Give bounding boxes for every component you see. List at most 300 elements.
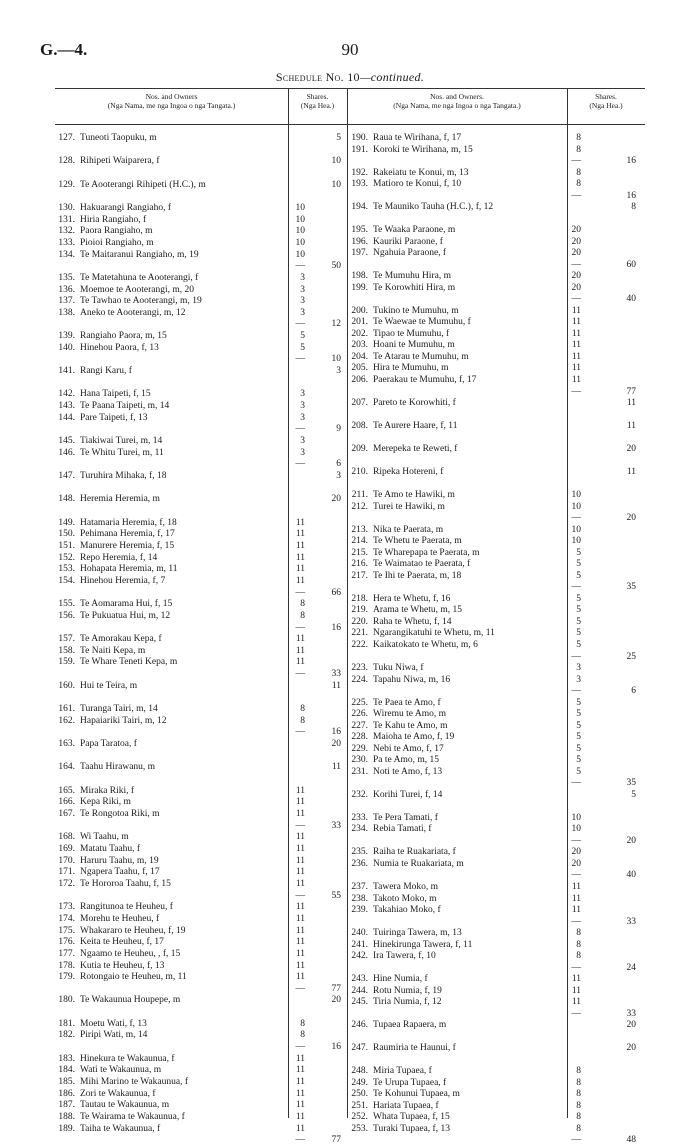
- share-subtotal: 11: [295, 1100, 305, 1111]
- entry-number: 181.: [58, 1018, 75, 1029]
- share-subtotal: 5: [576, 628, 581, 639]
- entry-number: 131.: [58, 214, 75, 225]
- list-item: [340, 340, 581, 351]
- share-subtotal: 11: [295, 529, 305, 540]
- share-total: 10: [331, 354, 341, 365]
- list-item: [340, 1066, 581, 1077]
- owner-name: Kepa Riki, m: [80, 797, 131, 808]
- share-total: 16: [626, 190, 636, 201]
- share-subtotal: 11: [295, 657, 305, 668]
- share-subtotal: 11: [571, 328, 581, 339]
- entry-number: 194.: [351, 202, 368, 213]
- list-item: [47, 925, 305, 937]
- share-subtotal: 10: [295, 214, 305, 225]
- list-item: [340, 225, 581, 236]
- list-item: [340, 709, 581, 720]
- entry-number: 138.: [58, 307, 75, 318]
- list-item: [47, 890, 341, 902]
- entry-number: 170.: [58, 855, 75, 866]
- share-total: 6: [631, 686, 636, 697]
- list-item: [47, 622, 341, 634]
- list-item: [47, 179, 341, 191]
- list-item: [47, 552, 305, 564]
- entry-number: 226.: [351, 709, 368, 720]
- entry-number: 168.: [58, 832, 75, 843]
- list-item: [47, 540, 305, 552]
- share-subtotal: 5: [300, 331, 305, 342]
- list-item: [47, 1065, 305, 1076]
- owner-name: Pioioi Rangiaho, m: [80, 237, 154, 248]
- list-item: [340, 616, 581, 628]
- list-item: [340, 674, 581, 686]
- entry-number: 164.: [58, 762, 75, 773]
- entry-number: 145.: [58, 436, 75, 447]
- share-subtotal: 3: [300, 436, 305, 447]
- share-subtotal: 11: [295, 972, 305, 983]
- share-subtotal: 11: [295, 1088, 305, 1099]
- list-item: [340, 215, 570, 225]
- share-total: 20: [626, 835, 636, 846]
- share-subtotal: 10: [571, 536, 581, 547]
- share-subtotal: 11: [295, 902, 305, 913]
- share-subtotal: 8: [576, 951, 581, 962]
- list-item: [47, 156, 341, 167]
- owner-name: Turei te Hawiki, m: [373, 501, 445, 512]
- list-item: [340, 374, 581, 386]
- list-item: [340, 1043, 636, 1054]
- share-subtotal: 8: [300, 704, 305, 715]
- list-item: [340, 156, 636, 167]
- entry-number: 217.: [351, 570, 368, 581]
- share-total: 50: [331, 261, 341, 272]
- entry-number: 210.: [351, 467, 368, 478]
- owner-name: Hohapata Heremia, m, 11: [80, 564, 178, 575]
- share-subtotal: 11: [295, 575, 305, 586]
- owner-name: Pehimana Heremia, f, 17: [80, 529, 175, 540]
- share-subtotal: —: [571, 513, 581, 524]
- owner-name: Te Amorakau Kepa, f: [80, 634, 162, 645]
- entry-number: 202.: [351, 328, 368, 339]
- owner-name: Pareto te Korowhiti, f: [373, 398, 456, 409]
- list-item: [340, 905, 581, 916]
- share-subtotal: 8: [576, 1066, 581, 1077]
- owner-name: Te Wharepapa te Paerata, m: [373, 547, 480, 558]
- share-subtotal: —: [571, 835, 581, 846]
- list-item: [340, 1077, 581, 1089]
- list-item: [340, 282, 581, 294]
- owner-name: Tiakiwai Turei, m, 14: [80, 436, 163, 447]
- share-total: 55: [331, 890, 341, 901]
- owner-name: Te Whitu Turei, m, 11: [80, 447, 164, 458]
- share-total: 11: [626, 467, 636, 478]
- share-subtotal: 5: [576, 697, 581, 708]
- list-item: [47, 610, 305, 622]
- entry-number: 231.: [351, 766, 368, 777]
- entry-number: 204.: [351, 351, 368, 362]
- owner-name: Te Whetu te Paerata, m: [373, 536, 462, 547]
- share-subtotal: —: [295, 261, 305, 272]
- entry-number: 198.: [351, 271, 368, 282]
- owner-name: Hine Numia, f: [373, 974, 428, 985]
- page-code: G.—4.: [40, 40, 88, 59]
- share-subtotal: 8: [300, 715, 305, 726]
- list-item: [47, 832, 305, 843]
- list-item: [47, 575, 305, 587]
- share-subtotal: —: [295, 622, 305, 633]
- entry-number: 195.: [351, 225, 368, 236]
- list-item: [47, 704, 305, 715]
- entry-number: 221.: [351, 628, 368, 639]
- share-subtotal: 3: [576, 674, 581, 685]
- list-item: [340, 1008, 636, 1020]
- share-subtotal: 8: [576, 144, 581, 155]
- share-subtotal: —: [295, 424, 305, 435]
- schedule-title-main: Schedule No. 10: [275, 70, 360, 84]
- share-subtotal: 11: [571, 363, 581, 374]
- share-subtotal: 11: [295, 797, 305, 808]
- entry-number: 250.: [351, 1089, 368, 1100]
- share-subtotal: 11: [295, 1112, 305, 1123]
- share-subtotal: 8: [300, 610, 305, 621]
- list-item: [340, 928, 581, 939]
- owners-column-header: Nos. and Owners. (Nga Nama, me nga Ingoa o nga Tangata.): [393, 92, 521, 110]
- share-subtotal: 5: [576, 766, 581, 777]
- list-item: [47, 669, 341, 680]
- share-subtotal: 3: [300, 447, 305, 458]
- list-item: [340, 974, 581, 985]
- owner-name: Nebi te Amo, f, 17: [373, 743, 444, 754]
- share-total: 16: [331, 1042, 341, 1053]
- entry-number: 163.: [58, 739, 75, 750]
- list-item: [340, 444, 636, 455]
- list-item: [340, 457, 570, 467]
- share-total: 33: [331, 820, 341, 831]
- entry-number: 133.: [58, 237, 75, 248]
- list-item: [47, 809, 305, 820]
- entry-number: 188.: [58, 1112, 75, 1123]
- share-total: 3: [336, 471, 341, 481]
- list-item: [47, 739, 341, 750]
- share-subtotal: 10: [295, 237, 305, 248]
- entry-number: 233.: [351, 812, 368, 823]
- list-item: [47, 379, 287, 389]
- list-item: [340, 824, 581, 835]
- list-item: [47, 1135, 341, 1146]
- shares-column-header: Shares. (Nga Hea.): [300, 92, 335, 110]
- owner-name: Te Ihi te Paerata, m, 18: [373, 570, 462, 581]
- share-subtotal: 8: [576, 133, 581, 143]
- list-item: [47, 762, 341, 773]
- list-item: [47, 494, 341, 505]
- list-item: [47, 401, 305, 412]
- owner-name: Te Kohunui Tupaea, m: [373, 1089, 460, 1100]
- entry-number: 137.: [58, 296, 75, 307]
- entry-number: 130.: [58, 202, 75, 213]
- share-subtotal: 8: [576, 1089, 581, 1100]
- entry-number: 143.: [58, 401, 75, 412]
- entry-number: 239.: [351, 905, 368, 916]
- owner-name: Matatu Taahu, f: [80, 843, 141, 854]
- owner-name: Te Urupa Tupaea, f: [373, 1077, 447, 1088]
- list-item: [340, 133, 581, 144]
- share-subtotal: 20: [571, 225, 581, 236]
- share-subtotal: 20: [571, 236, 581, 247]
- share-total: 20: [626, 444, 636, 455]
- entry-number: 228.: [351, 732, 368, 743]
- owner-name: Ngarangikatuhi te Whetu, m, 11: [373, 628, 495, 639]
- share-subtotal: 8: [576, 1123, 581, 1134]
- share-subtotal: 3: [300, 412, 305, 423]
- owner-name: Miraka Riki, f: [80, 785, 135, 796]
- owner-name: Te Tawhao te Aooterangi, m, 19: [80, 296, 202, 307]
- entry-number: 190.: [351, 133, 368, 143]
- list-item: [47, 680, 341, 692]
- list-item: [340, 513, 636, 524]
- list-item: [340, 144, 581, 156]
- list-item: [340, 386, 636, 398]
- owner-name: Kaikatokato te Whetu, m, 6: [373, 640, 478, 650]
- entry-number: 219.: [351, 605, 368, 616]
- entry-number: 247.: [351, 1043, 368, 1054]
- owner-name: Koroki te Wirihana, m, 15: [373, 144, 473, 155]
- list-item: [340, 893, 581, 905]
- list-item: [47, 1042, 341, 1053]
- share-subtotal: 8: [576, 179, 581, 190]
- owner-name: Te Aooterangi Rihipeti (H.C.), m: [80, 179, 206, 190]
- owner-name: Tautau te Wakaunua, m: [80, 1100, 170, 1111]
- share-total: 40: [626, 294, 636, 305]
- list-item: [47, 192, 287, 202]
- entry-number: 234.: [351, 824, 368, 835]
- entry-number: 187.: [58, 1100, 75, 1111]
- list-item: [47, 913, 305, 925]
- owner-name: Tuneoti Taopuku, m: [80, 133, 157, 143]
- share-subtotal: 10: [571, 812, 581, 823]
- list-item: [47, 261, 341, 272]
- owner-name: Ngapera Taahu, f, 17: [80, 867, 160, 878]
- owner-name: Te Paea te Amo, f: [373, 697, 441, 708]
- owner-name: Merepeka te Reweti, f: [373, 444, 458, 455]
- owner-name: Wati te Wakaunua, m: [80, 1065, 162, 1076]
- owner-name: Te Naiti Kepa, m: [80, 645, 146, 656]
- owner-name: Paora Rangiaho, m: [80, 226, 153, 237]
- share-total: 11: [331, 762, 341, 773]
- list-item: [340, 547, 581, 559]
- share-subtotal: —: [571, 916, 581, 927]
- list-item: [340, 294, 636, 305]
- share-subtotal: 11: [571, 985, 581, 996]
- entry-number: 136.: [58, 284, 75, 295]
- share-total: 77: [331, 983, 341, 994]
- owner-name: Hinehou Paora, f, 13: [80, 342, 159, 353]
- entry-number: 171.: [58, 867, 75, 878]
- entry-number: 162.: [58, 715, 75, 726]
- owner-name: Tipao te Mumuhu, f: [373, 328, 450, 339]
- list-item: [47, 564, 305, 575]
- entry-number: 157.: [58, 634, 75, 645]
- list-item: [340, 480, 570, 490]
- entry-number: 209.: [351, 444, 368, 455]
- list-item: [47, 169, 287, 179]
- share-total: 20: [626, 1043, 636, 1054]
- share-subtotal: 11: [295, 1065, 305, 1076]
- list-item: [47, 693, 287, 703]
- list-item: [340, 351, 581, 363]
- owner-name: Raumiria te Haunui, f: [373, 1043, 456, 1054]
- entry-number: 161.: [58, 704, 75, 715]
- entry-number: 216.: [351, 559, 368, 570]
- list-item: [47, 1123, 305, 1135]
- entry-number: 149.: [58, 517, 75, 528]
- share-subtotal: 10: [295, 226, 305, 237]
- list-item: [47, 902, 305, 913]
- share-subtotal: 3: [300, 284, 305, 295]
- owner-name: Hariata Tupaea, f: [373, 1100, 439, 1111]
- list-item: [47, 1053, 305, 1065]
- owner-name: Te Waaka Paraone, m: [373, 225, 456, 236]
- list-item: [47, 657, 305, 668]
- owner-name: Te Pera Tamati, f: [373, 812, 438, 823]
- list-item: [47, 843, 305, 855]
- list-item: [47, 1112, 305, 1123]
- entry-number: 243.: [351, 974, 368, 985]
- list-item: [340, 881, 581, 893]
- entry-number: 223.: [351, 663, 368, 674]
- share-subtotal: —: [295, 983, 305, 994]
- owner-name: Hui te Teira, m: [80, 680, 138, 691]
- entry-number: 152.: [58, 552, 75, 563]
- share-subtotal: —: [571, 259, 581, 270]
- entry-number: 205.: [351, 363, 368, 374]
- owner-name: Haruru Taahu, m, 19: [80, 855, 159, 866]
- owner-name: Raha te Whetu, f, 14: [373, 616, 452, 627]
- share-total: 20: [331, 494, 341, 505]
- share-total: 10: [331, 179, 341, 190]
- entry-number: 196.: [351, 236, 368, 247]
- list-item: [47, 354, 341, 365]
- entry-number: 224.: [351, 674, 368, 685]
- share-subtotal: 11: [295, 564, 305, 575]
- owner-name: Numia te Ruakariata, m: [373, 858, 464, 869]
- share-subtotal: 11: [295, 785, 305, 796]
- list-item: [47, 284, 305, 296]
- share-subtotal: 8: [576, 167, 581, 178]
- owner-name: Hira te Mumuhu, m: [373, 363, 449, 374]
- list-item: [340, 997, 581, 1008]
- list-item: [47, 785, 305, 797]
- entry-number: 179.: [58, 972, 75, 983]
- owner-name: Ripeka Hotereni, f: [373, 467, 444, 478]
- entry-number: 206.: [351, 374, 368, 385]
- share-subtotal: —: [295, 587, 305, 598]
- shares-column-header: Shares. (Nga Hea.): [589, 92, 623, 110]
- list-item: [47, 471, 341, 482]
- owner-name: Repo Heremia, f, 14: [80, 552, 158, 563]
- share-subtotal: 11: [571, 905, 581, 916]
- entry-number: 154.: [58, 575, 75, 586]
- share-subtotal: 11: [295, 832, 305, 843]
- share-subtotal: 5: [576, 709, 581, 720]
- entry-number: 215.: [351, 547, 368, 558]
- owner-name: Te Amo te Hawiki, m: [373, 490, 455, 501]
- share-subtotal: —: [571, 686, 581, 697]
- share-subtotal: 11: [295, 540, 305, 551]
- list-item: [47, 237, 305, 249]
- entry-number: 200.: [351, 305, 368, 316]
- entry-number: 150.: [58, 529, 75, 540]
- table-head-rule: [55, 124, 645, 125]
- entry-number: 146.: [58, 447, 75, 458]
- share-subtotal: —: [571, 1135, 581, 1146]
- list-item: [47, 937, 305, 948]
- entry-number: 211.: [351, 490, 368, 501]
- share-total: 20: [626, 513, 636, 524]
- owner-name: Miria Tupaea, f: [373, 1066, 432, 1077]
- owner-name: Hapaiariki Tairi, m, 12: [80, 715, 167, 726]
- owner-name: Te Maitaranui Rangiaho, m, 19: [80, 249, 199, 260]
- list-item: [47, 948, 305, 960]
- list-item: [47, 296, 305, 307]
- list-item: [47, 507, 287, 517]
- list-item: [47, 1077, 305, 1088]
- list-item: [47, 587, 341, 599]
- entry-number: 129.: [58, 179, 75, 190]
- entry-number: 178.: [58, 960, 75, 971]
- entry-number: 236.: [351, 858, 368, 869]
- owner-name: Paerakau te Mumuhu, f, 17: [373, 374, 477, 385]
- share-subtotal: —: [295, 319, 305, 330]
- share-subtotal: —: [295, 459, 305, 470]
- list-item: [340, 812, 581, 824]
- owner-name: Wi Taahu, m: [80, 832, 129, 843]
- owner-name: Rebia Tamati, f: [373, 824, 432, 835]
- share-total: 11: [626, 398, 636, 409]
- entry-number: 229.: [351, 743, 368, 754]
- list-item: [47, 307, 305, 319]
- share-total: 60: [626, 259, 636, 270]
- entry-number: 189.: [58, 1123, 75, 1134]
- entry-number: 220.: [351, 616, 368, 627]
- share-total: 20: [331, 739, 341, 750]
- owner-name: Hana Taipeti, f, 15: [80, 389, 151, 400]
- share-subtotal: 8: [576, 928, 581, 939]
- list-item: [47, 797, 305, 808]
- share-subtotal: 3: [576, 663, 581, 674]
- share-total: 10: [331, 156, 341, 167]
- list-item: [47, 599, 305, 610]
- entry-number: 218.: [351, 593, 368, 604]
- share-subtotal: 3: [300, 401, 305, 412]
- list-item: [340, 490, 581, 501]
- share-subtotal: 11: [295, 552, 305, 563]
- share-subtotal: 10: [295, 202, 305, 213]
- entry-number: 240.: [351, 928, 368, 939]
- share-subtotal: —: [571, 870, 581, 881]
- share-subtotal: 20: [571, 282, 581, 293]
- share-subtotal: —: [571, 651, 581, 662]
- owner-name: Hoani te Mumuhu, m: [373, 340, 455, 351]
- list-item: [340, 778, 636, 789]
- owner-name: Te Waewae te Mumuhu, f: [373, 317, 471, 328]
- share-subtotal: 8: [576, 1077, 581, 1088]
- share-total: 11: [626, 421, 636, 432]
- entry-number: 165.: [58, 785, 75, 796]
- share-subtotal: 5: [576, 605, 581, 616]
- share-subtotal: 5: [576, 743, 581, 754]
- owner-name: Kauriki Paraone, f: [373, 236, 443, 247]
- entry-number: 175.: [58, 925, 75, 936]
- share-subtotal: 11: [571, 893, 581, 904]
